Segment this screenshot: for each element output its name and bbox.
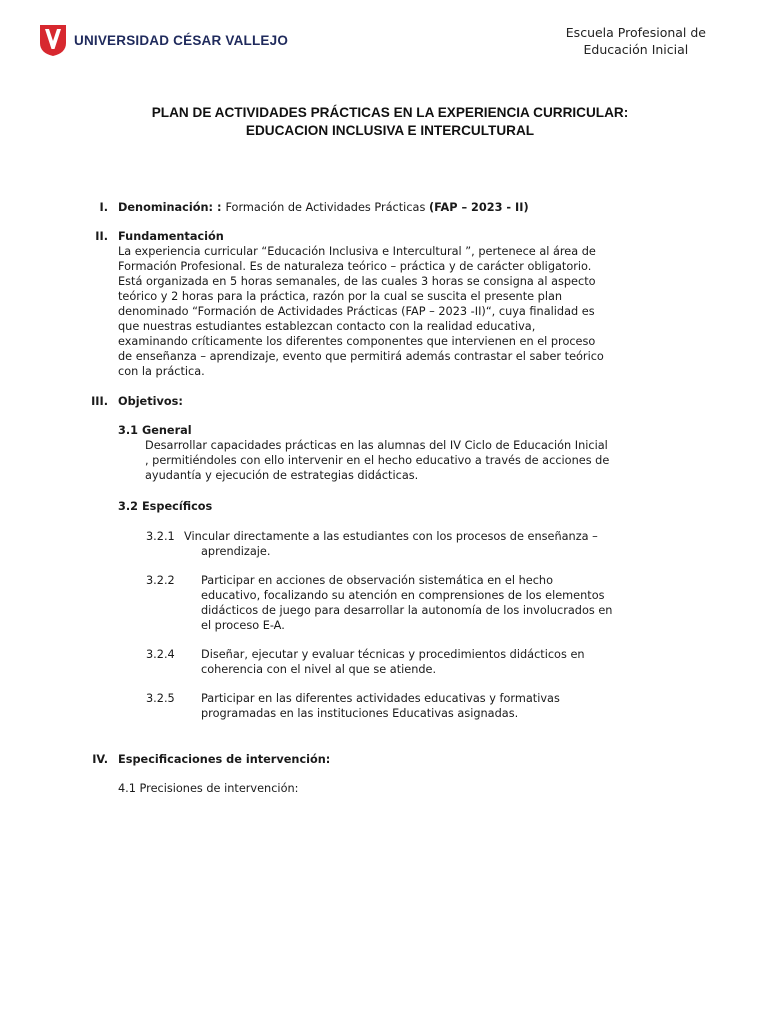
paragraph-line: Formación Profesional. Es de naturaleza teórico – práctica y de carácter obligatorio.	[118, 260, 592, 273]
paragraph-line: ayudantía y ejecución de estrategias didácticas.	[145, 469, 419, 482]
objective-line: coherencia con el nivel al que se atiende.	[201, 663, 437, 676]
section-1-colon: :	[213, 201, 226, 214]
section-2-paragraph	[118, 244, 658, 379]
paragraph-line: Está organizada en 5 horas semanales, de las cuales 3 horas se consigna al aspecto	[118, 275, 596, 288]
objective-line: el proceso E-A.	[201, 619, 285, 632]
objective-item	[201, 573, 658, 633]
section-4-number: IV.	[92, 753, 108, 766]
school-line-2: Educación Inicial	[583, 42, 689, 57]
general-paragraph	[145, 438, 658, 483]
paragraph-line: con la práctica.	[118, 365, 205, 378]
objective-item	[201, 691, 658, 721]
section-1-number: I.	[99, 201, 108, 214]
paragraph-line: teórico y 2 horas para la práctica, razón por la cual se suscita el presente plan	[118, 290, 563, 303]
section-3-number: III.	[91, 395, 108, 408]
objective-line: programadas en las instituciones Educativas asignadas.	[201, 707, 519, 720]
paragraph-line: denominado “Formación de Actividades Prácticas (FAP – 2023 -II)“, cuya finalidad es	[118, 305, 595, 318]
objective-first-line: Diseñar, ejecutar y evaluar técnicas y procedimientos didácticos en	[201, 648, 585, 661]
section-3-heading: Objetivos:	[118, 395, 183, 408]
document-title	[90, 104, 690, 140]
paragraph-line: Desarrollar capacidades prácticas en las alumnas del IV Ciclo de Educación Inicial	[145, 439, 608, 452]
school-name	[566, 24, 706, 58]
section-1-text: Formación de Actividades Prácticas	[225, 201, 429, 214]
objective-number: 3.2.1	[146, 530, 175, 543]
objective-item	[201, 647, 658, 677]
objective-first-line: Vincular directamente a las estudiantes con los procesos de enseñanza –	[184, 530, 598, 543]
section-2-number: II.	[95, 230, 108, 243]
paragraph-line: examinando críticamente los diferentes componentes que intervienen en el proceso	[118, 335, 596, 348]
objective-number: 3.2.2	[146, 574, 175, 587]
objective-line: educativo, focalizando su atención en comprensiones de los elementos	[201, 589, 605, 602]
objective-number: 3.2.5	[146, 692, 175, 705]
logo-text: UNIVERSIDAD CÉSAR VALLEJO	[74, 32, 289, 48]
objective-first-line: Participar en las diferentes actividades educativas y formativas	[201, 692, 560, 705]
university-logo	[38, 22, 288, 58]
title-line-1: PLAN DE ACTIVIDADES PRÁCTICAS EN LA EXPERIENCIA CURRICULAR:	[151, 105, 629, 120]
objective-continuation	[201, 544, 658, 559]
section-1	[118, 200, 678, 215]
objective-item	[184, 529, 658, 544]
section-1-label: Denominación:	[118, 201, 214, 214]
section-1-code: (FAP – 2023 - II)	[428, 201, 529, 214]
section-4-subheading: 4.1 Precisiones de intervención:	[118, 782, 299, 795]
objective-first-line: Participar en acciones de observación sistemática en el hecho	[201, 574, 553, 587]
section-2-heading: Fundamentación	[118, 230, 224, 243]
title-line-2: EDUCACION INCLUSIVA E INTERCULTURAL	[245, 123, 535, 138]
section-2	[118, 229, 658, 379]
specific-heading: 3.2 Específicos	[118, 500, 213, 513]
school-line-1: Escuela Profesional de	[565, 25, 706, 40]
section-4-heading: Especificaciones de intervención:	[118, 753, 331, 766]
objective-line: aprendizaje.	[201, 545, 271, 558]
ucv-shield-icon	[38, 23, 68, 57]
general-heading: 3.1 General	[118, 424, 192, 437]
paragraph-line: de enseñanza – aprendizaje, evento que permitirá además contrastar el saber teórico	[118, 350, 604, 363]
paragraph-line: , permitiéndoles con ello intervenir en el hecho educativo a través de acciones de	[145, 454, 610, 467]
objective-line: didácticos de juego para desarrollar la autonomía de los involucrados en	[201, 604, 613, 617]
paragraph-line: que nuestras estudiantes establezcan contacto con la realidad educativa,	[118, 320, 536, 333]
paragraph-line: La experiencia curricular “Educación Inclusiva e Intercultural ”, pertenece al área de	[118, 245, 596, 258]
objective-number: 3.2.4	[146, 648, 175, 661]
